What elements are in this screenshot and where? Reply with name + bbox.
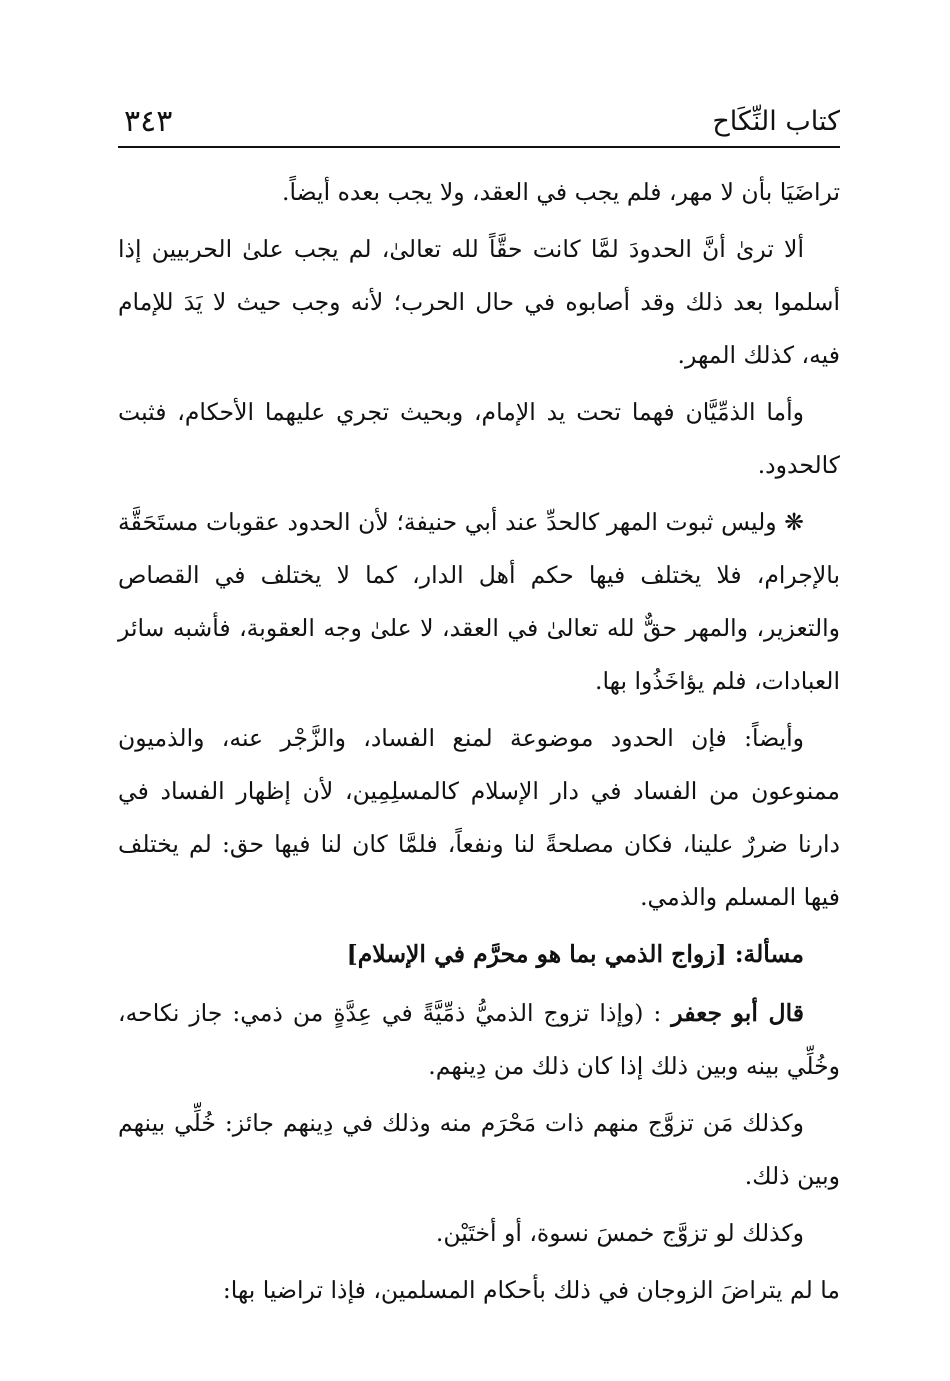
page-header [118, 96, 840, 148]
section-heading: مسألة: [زواج الذمي بما هو محرَّم في الإسلام] [346, 940, 804, 968]
paragraph-6: وكذلك مَن تزوَّج منهم ذات مَحْرَم منه وذلك في دِينهم جائز: خُلِّي بينهم وبين ذلك. [118, 1109, 840, 1190]
paragraph-2: ألا ترىٰ أنَّ الحدودَ لمَّا كانت حقَّاً لله تعالىٰ، لم يجب علىٰ الحربيين إذا أسلموا بعد ذلك وقد أصابوه في حال الحرب؛ لأنه وجب حيث لا يَدَ للإمام فيه، كذلك المهر. [118, 235, 840, 369]
book-page [118, 0, 840, 1381]
paragraph-4: ❋ وليس ثبوت المهر كالحدِّ عند أبي حنيفة؛ لأن الحدود عقوبات مستَحَقَّة بالإجرام، فلا يختلف فيها حكم أهل الدار، كما لا يختلف في القصاص والتعزير، والمهر حقٌّ لله تعالىٰ في العقد، لا علىٰ وجه العقوبة، فأشبه سائر العبادات، فلم يؤاخَذُوا بها. [118, 508, 840, 695]
paragraph-8: ما لم يتراضَ الزوجان في ذلك بأحكام المسلمين، فإذا تراضيا بها: [222, 1276, 840, 1304]
paragraph-1: تراضَيَا بأن لا مهر، فلم يجب في العقد، ولا يجب بعده أيضاً. [282, 178, 840, 206]
paragraph-5: وأيضاً: فإن الحدود موضوعة لمنع الفساد، والزَّجْر عنه، والذميون ممنوعون من الفساد في دار الإسلام كالمسلِمِين، لأن إظهار الفساد في دارنا ضررٌ علينا، فكان مصلحةً لنا ونفعاً، فلمَّا كان لنا فيها حق: لم يختلف فيها المسلم والذمي. [118, 724, 840, 911]
quote-paragraph [118, 987, 840, 1093]
quote-speaker: قال أبو جعفر [671, 999, 804, 1027]
page-body [118, 166, 840, 1321]
quote-text: : (وإذا تزوج الذميُّ ذمِّيَّةً في عِدَّةٍ من ذمي: جاز نكاحه، وخُلِّي بينه وبين ذلك إذا كان ذلك من دِينهم. [118, 999, 840, 1080]
running-title: كتاب النِّكَاح [712, 106, 840, 137]
page-number: ٣٤٣ [124, 104, 173, 139]
paragraph-7: وكذلك لو تزوَّج خمسَ نسوة، أو أختَيْن. [435, 1219, 804, 1247]
paragraph-3: وأما الذمِّيَّان فهما تحت يد الإمام، وبحيث تجري عليهما الأحكام، فثبت كالحدود. [118, 398, 840, 479]
